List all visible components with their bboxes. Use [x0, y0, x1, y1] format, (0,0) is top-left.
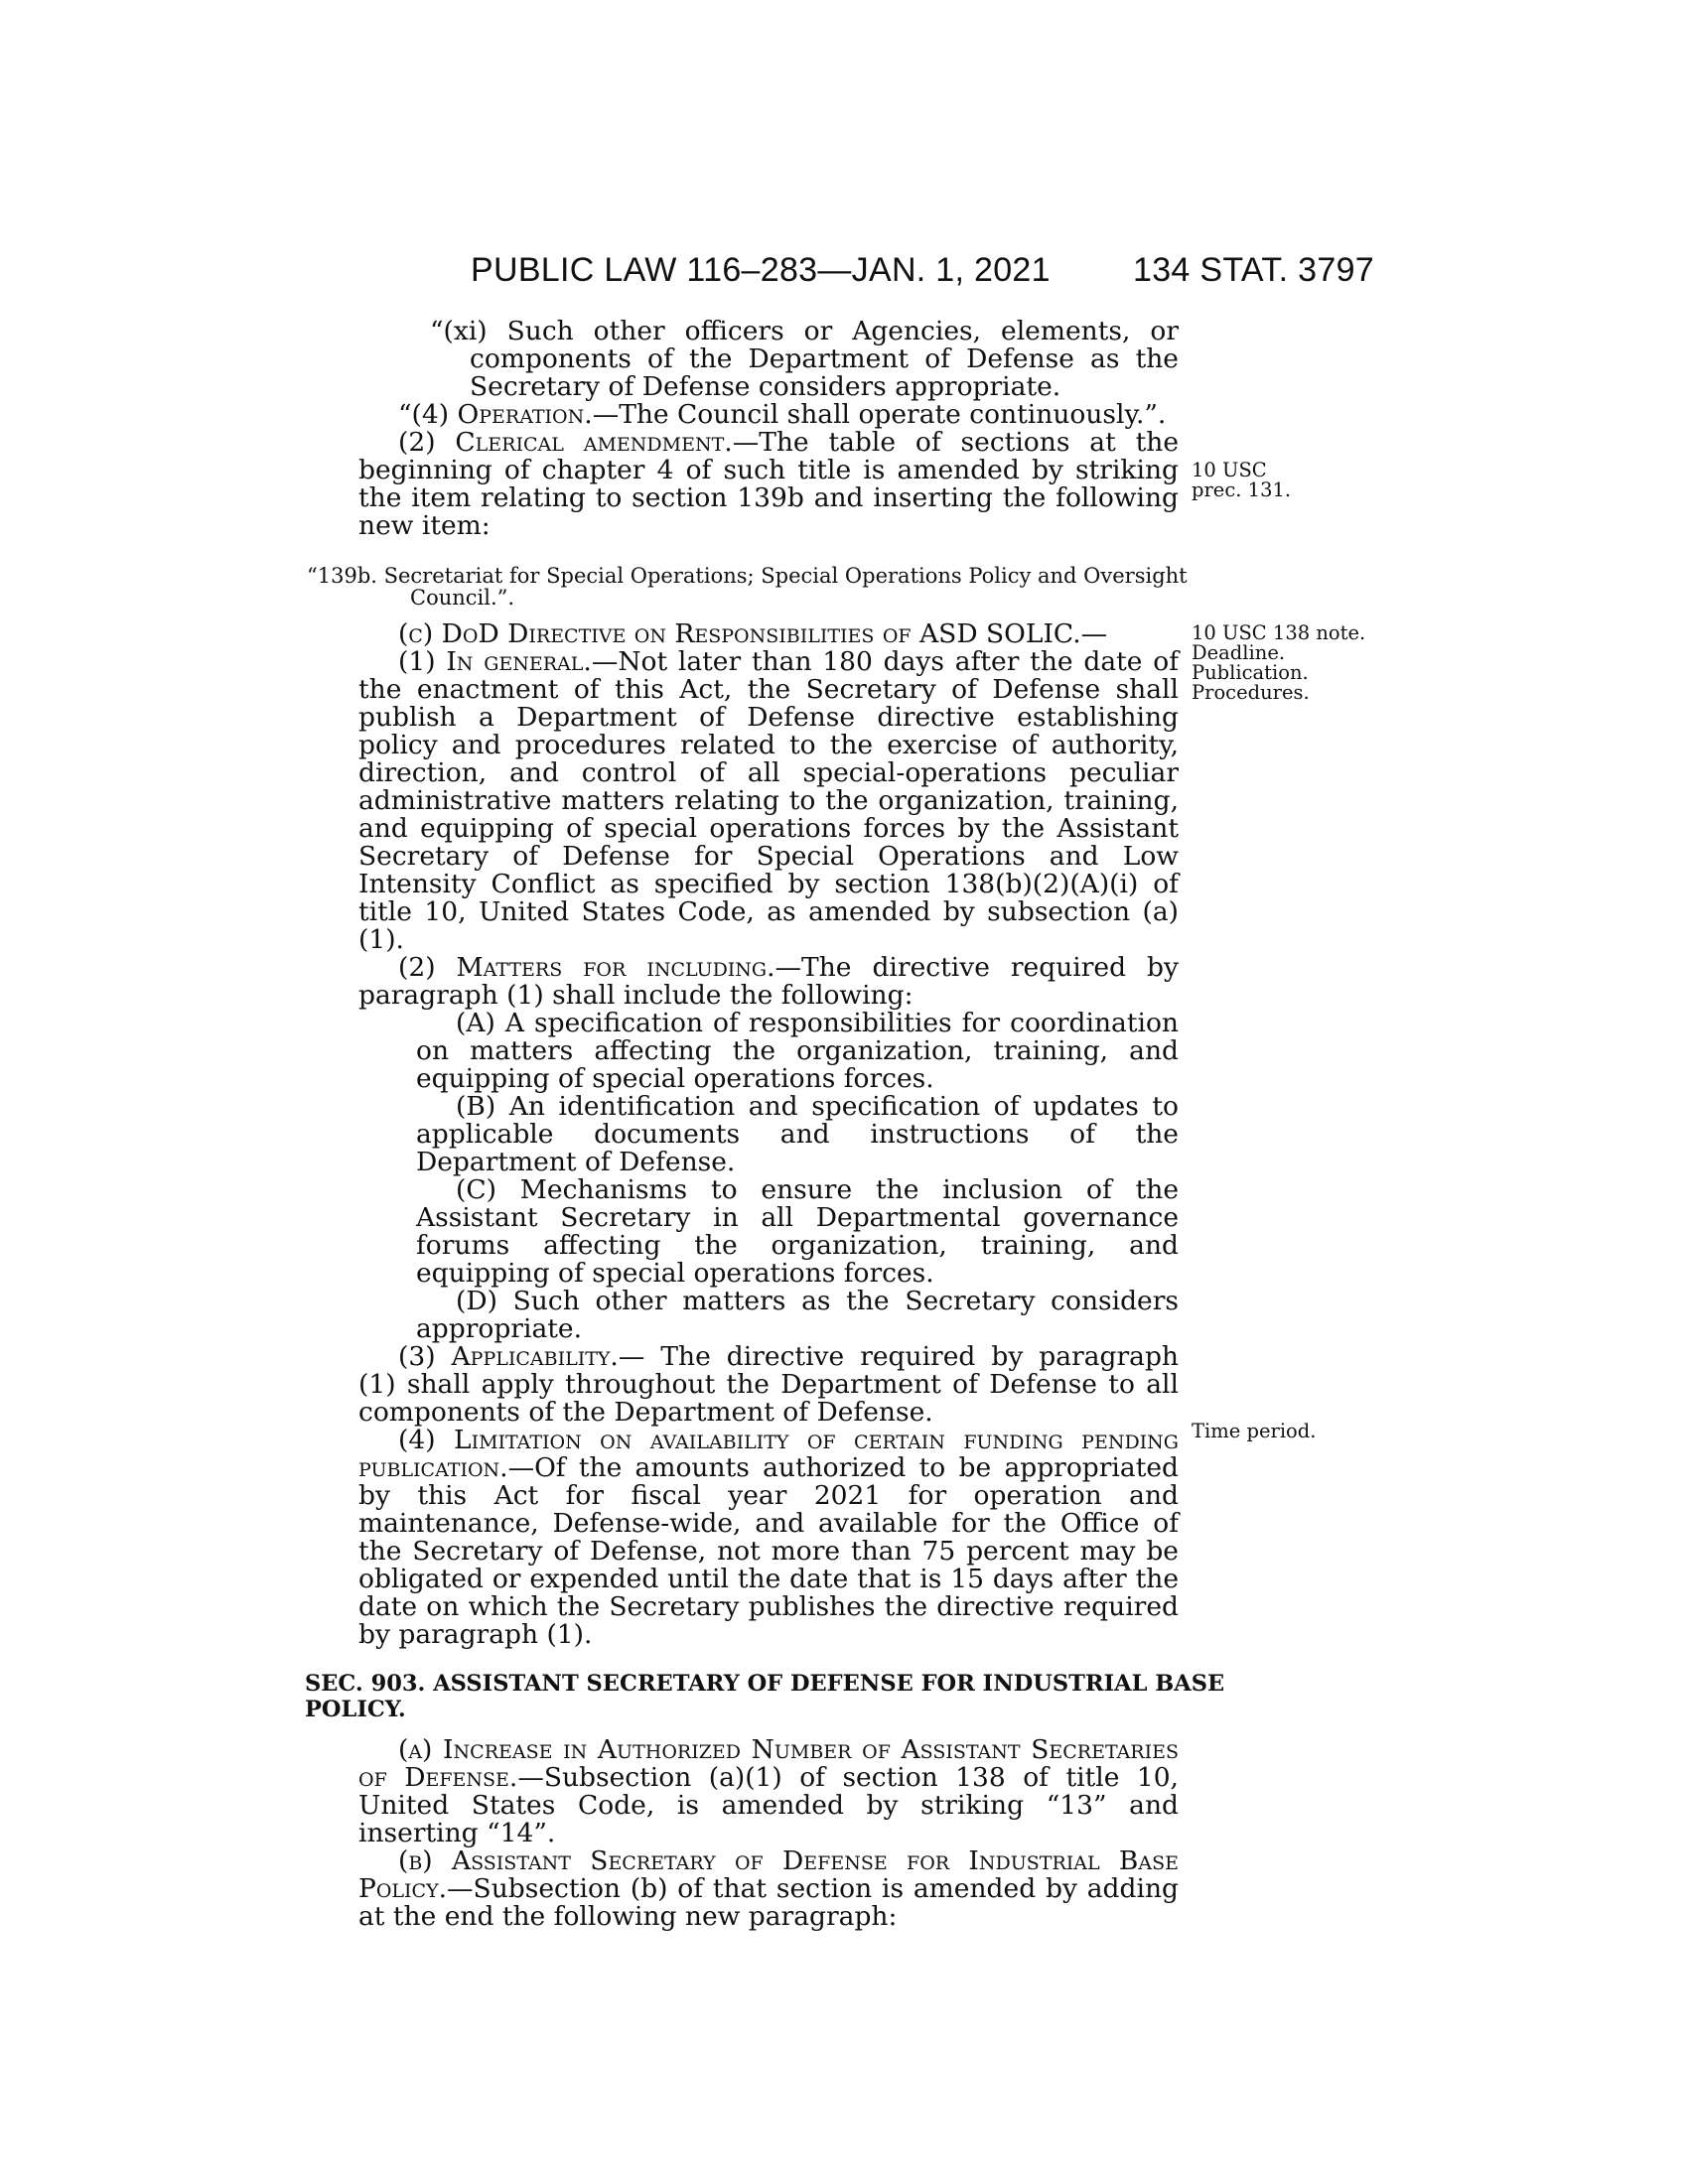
margin-note-line: 10 USC	[1192, 459, 1267, 481]
subparagraph-b: (B) An identification and specification of updates to applicable documents and instructions of the Department of Defense.	[416, 1091, 1179, 1177]
section-903-heading	[305, 1671, 1328, 1722]
section-heading-line: POLICY.	[305, 1697, 406, 1722]
paragraph-text: —The directive required by paragraph (1) shall include the following:	[358, 952, 1179, 1011]
paragraph-text: — The directive required by paragraph (1) shall apply throughout the Department of Defense to all components of the Department of Defense.	[358, 1341, 1179, 1428]
paragraph-label: (2) Matters for including.	[398, 952, 775, 983]
paragraph-c1-in-general	[358, 648, 1179, 954]
header-law-citation: PUBLIC LAW 116–283—JAN. 1, 2021	[471, 251, 1051, 289]
margin-note-line: prec. 131.	[1192, 478, 1292, 501]
margin-note-line: Deadline.	[1192, 641, 1286, 664]
paragraph-label: (3) Applicability.	[398, 1341, 619, 1372]
margin-note-line: Procedures.	[1192, 681, 1310, 704]
paragraph-label: (4) Limitation on availability of certain funding pending publication.	[358, 1425, 1179, 1483]
running-header	[0, 250, 1688, 290]
paragraph-text: —Subsection (b) of that section is amended by adding at the end the following new paragraph:	[358, 1873, 1179, 1932]
margin-note-line: 10 USC 138 note.	[1192, 621, 1366, 644]
paragraph-text: —Not later than 180 days after the date of the enactment of this Act, the Secretary of Defense shall publish a Department of Defense directive establishing policy and procedures related to the exercise of authority, direction, and control of all special-operations peculiar administrative matters relating to the organization, training, and equipping of special operations forces by the Assistant Secretary of Defense for Special Operations and Low Intensity Conflict as specified by section 138(b)(2)(A)(i) of title 10, United States Code, as amended by subsection (a)(1).	[358, 646, 1179, 955]
paragraph-c3-applicability	[358, 1343, 1179, 1427]
toc-line: “139b. Secretariat for Special Operations; Special Operations Policy and Oversight	[307, 564, 1188, 588]
statute-body	[305, 316, 1225, 1932]
margin-note-usc-138	[1192, 623, 1365, 703]
margin-note-line: Time period.	[1192, 1420, 1317, 1442]
margin-note-usc-prec	[1192, 461, 1291, 500]
paragraph-text: —Subsection (a)(1) of section 138 of title 10, United States Code, is amended by striking “13” and inserting “14”.	[358, 1762, 1179, 1848]
paragraph-label: (b) Assistant Secretary of Defense for Industrial Base Policy.	[358, 1845, 1179, 1904]
paragraph-label: “(4) Operation.	[398, 399, 593, 430]
paragraph-text: —The Council shall operate continuously.”.	[592, 399, 1167, 430]
paragraph-text: —The table of sections at the beginning of chapter 4 of such title is amended by striking the item relating to section 139b and inserting the following new item:	[358, 427, 1179, 541]
paragraph-label: (a) Increase in Authorized Number of Assistant Secretaries of Defense.	[358, 1734, 1179, 1793]
header-stat-page: 134 STAT. 3797	[1133, 251, 1374, 289]
subparagraph-d: (D) Such other matters as the Secretary considers appropriate.	[416, 1286, 1179, 1344]
margin-note-line: Publication.	[1192, 661, 1309, 684]
margin-note-time-period	[1192, 1422, 1316, 1441]
section-heading-line: SEC. 903. ASSISTANT SECRETARY OF DEFENSE FOR INDUSTRIAL BASE	[305, 1671, 1225, 1697]
subparagraph-c: (C) Mechanisms to ensure the inclusion of the Assistant Secretary in all Departmental governance forums affecting the organization, training, and equipping of special operations forces.	[416, 1174, 1179, 1289]
subsection-a-increase	[358, 1736, 1179, 1847]
paragraph-c2-matters	[358, 954, 1179, 1010]
subsection-c-heading: (c) DoD Directive on Responsibilities of ASD SOLIC.—	[398, 618, 1108, 649]
paragraph-text: —Of the amounts authorized to be appropriated by this Act for fiscal year 2021 for operation and maintenance, Defense-wide, and available for the Office of the Secretary of Defense, not more than 75 percent may be obligated or expended until the date that is 15 days after the date on which the Secretary publishes the directive required by paragraph (1).	[358, 1452, 1179, 1650]
subparagraph-a: (A) A specification of responsibilities for coordination on matters affecting the organization, training, and equipping of special operations forces.	[416, 1008, 1179, 1094]
paragraph-4-operation	[358, 401, 1179, 429]
clause-xi: “(xi) Such other officers or Agencies, elements, or components of the Department of Defense as the Secretary of Defense considers appropriate.	[430, 316, 1179, 402]
paragraph-c4-limitation	[358, 1427, 1179, 1649]
subsection-b-assistant-secretary	[358, 1847, 1179, 1931]
table-of-sections-item	[307, 565, 1230, 609]
toc-line: Council.”.	[410, 586, 515, 610]
paragraph-label: (2) Clerical amendment.	[398, 427, 733, 458]
paragraph-label: (1) In general.	[398, 646, 592, 677]
paragraph-2-clerical-amendment	[358, 429, 1179, 540]
